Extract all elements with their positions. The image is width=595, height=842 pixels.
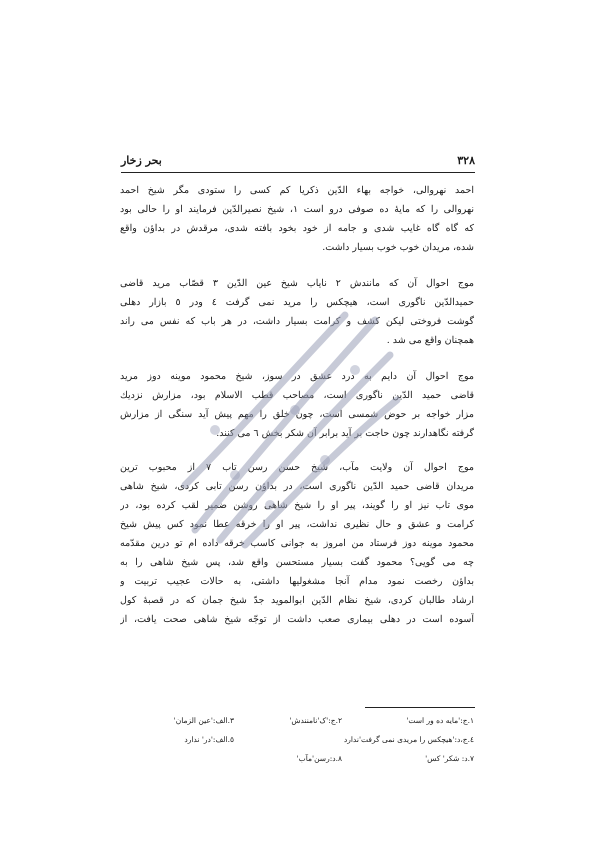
body-line: محمود موینه دوز فرستاد من امروز به جوانی کاسب خرقه داده ام تو درین مقدّمه <box>120 538 474 549</box>
footnote-rule <box>365 707 475 708</box>
body-line: موج احوال آن دایم به درد عشق در سوز، شیخ محمود موینه دوز مرید <box>120 371 474 382</box>
footnote: ۳.الف:'عین الزمان' <box>173 716 234 725</box>
footnote-row <box>120 752 474 766</box>
body-line: کرامت و عشق و حال نظیری نداشت، پیر او را خرقه عطا نمود کس پیش شیخ <box>120 519 474 530</box>
page-number: ۳۲۸ <box>457 154 475 167</box>
body-line: که گاه گاه غایب شدی و جامه از خود بخود بافته شدی، مرقدش در بداؤن واقع <box>120 223 474 234</box>
body-line: مزار خواجه بر حوض شمسی است، چون خلق را مهم پیش آید سنگی از مزارش <box>120 409 474 420</box>
body-line: مریدان قاضی حمید الدّین ناگوری است، در بداؤن رسن تابی کردی، شیخ شاهی <box>120 481 474 492</box>
footnote-row <box>120 733 474 747</box>
running-title: بحر زخار <box>121 154 162 167</box>
body-line: موج احوال آن که مانندش ۲ نایاب شیخ عین الدّین ۳ قصّاب مرید قاضی <box>120 278 474 289</box>
body-line: شده، مریدان خوب خوب بسیار داشت. <box>322 242 474 253</box>
body-line: ارشاد طالبان کردی، شیخ نظام الدّین ابوالموید جدّ شیخ جمان که در قصبهٔ کول <box>120 595 474 606</box>
body-line: گرفته نگاهدارند چون حاجت بر آید برابر آن شکر بخش ٦ می کنند. <box>216 428 474 439</box>
running-header <box>121 154 475 173</box>
footnote: ٤.ج،د:'هیچکس را مریدی نمی گرفت'ندارد <box>343 735 474 744</box>
body-line: همچنان واقع می شد . <box>386 335 474 346</box>
footnote: ۸.د:رسن'مآب' <box>296 754 342 763</box>
footnote: ۱.ج:'مایه ده ور است' <box>406 716 474 725</box>
body-line: موی تاب نیز او را گویند، پیر او را شیخ شاهی روشن ضمیر لقب کرده بود، در <box>120 500 474 511</box>
footnote-row <box>120 714 474 728</box>
footnote: ۲.ج:'ک'نامنندش' <box>289 716 342 725</box>
body-line: موج احوال آن ولایت مآب، شیخ حسن رسن تاب ۷ از محبوب ترین <box>120 462 474 473</box>
body-line: قاضی حمید الدّین ناگوری است، مصاحب قطب الاسلام بود، مزارش نزدیك <box>120 390 474 401</box>
body-line: احمد نهروالی، خواجه بهاء الدّین ذکریا کم کسی را ستودی مگر شیخ احمد <box>120 185 474 196</box>
body-line: حمیدالدّین ناگوری است، هیچکس را مرید نمی گرفت ٤ ودر ٥ بازار دهلی <box>120 297 474 308</box>
body-line: آسوده است در دهلی بیماری صعب داشت از توجّه شیخ شاهی صحت یافت، از <box>120 614 474 625</box>
body-line: نهروالی را که مایهٔ ده صوفی درو است ۱، شیخ نصیرالدّین فرمایند او را حالی بود <box>120 204 474 215</box>
body-line: بداؤن رخصت نمود مدام آنجا مشغولیها داشتی، به حالات عجیب تربیت و <box>120 576 474 587</box>
footnote: ۷.د: شکر' کس' <box>425 754 474 763</box>
body-line: چه می گویی؟ محمود گفت بسیار مستحسن واقع شد، پس شیخ شاهی را به <box>120 557 474 568</box>
body-line: گوشت فروختی لیکن کشف و کرامت بسیار داشت، در هر باب که نفس می راند <box>120 316 474 327</box>
footnote: ٥.الف:'در' ندارد <box>184 735 234 744</box>
